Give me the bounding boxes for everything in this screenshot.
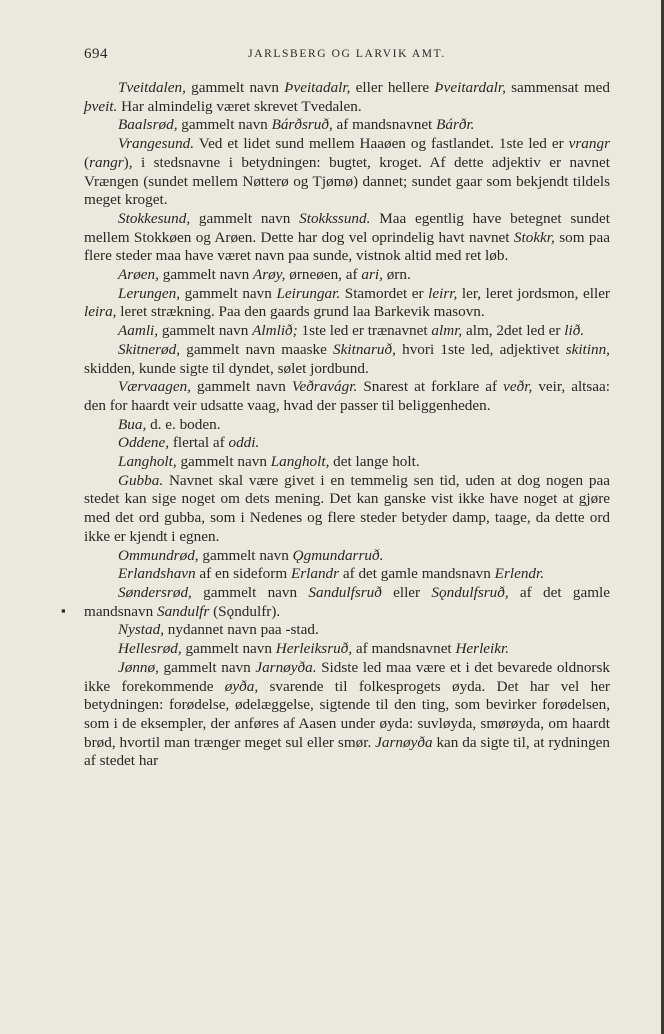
entry-form: Bárðsruð, [271, 116, 333, 134]
entry-paragraph [84, 135, 610, 210]
running-title: JARLSBERG OG LARVIK AMT. [248, 48, 446, 60]
entry-text: gammelt navn [180, 284, 277, 302]
entry-paragraph [84, 434, 610, 453]
entry-headword: Gubba. [118, 471, 164, 489]
entry-text: eller [381, 583, 432, 601]
entry-text: gammelt navn [190, 209, 300, 227]
entry-form: Herleiksruð, [275, 640, 353, 658]
entry-text: flertal af [169, 434, 229, 452]
entry-paragraph [84, 378, 610, 415]
entry-text: (Sǫndulfr). [209, 602, 281, 620]
page-header [84, 46, 610, 66]
entry-text: skidden, kunde sigte til dyndet, sølet jordbund. [84, 359, 369, 377]
entry-form: Sandulfsruð [308, 583, 382, 601]
entry-paragraph [84, 472, 610, 547]
margin-mark: ▪ [61, 603, 66, 618]
entry-form: ari, [361, 266, 383, 284]
entry-headword: Hellesrød, [118, 640, 182, 658]
body-text [84, 79, 610, 771]
entry-text: Har almindelig været skrevet Tvedalen. [117, 97, 362, 115]
entry-headword: Erlandshavn [118, 565, 196, 583]
entry-text: gammelt navn [198, 546, 293, 564]
entry-form: Þveitadalr, [284, 79, 351, 96]
entry-paragraph [84, 565, 610, 584]
entry-text: gammelt navn [177, 116, 272, 134]
entry-form: leirr, [428, 284, 458, 302]
entry-text: gammelt navn [176, 453, 271, 471]
entry-headword: Stokkesund, [118, 209, 191, 227]
entry-form: skitinn, [565, 340, 610, 358]
entry-text: sammensat med [505, 79, 610, 96]
entry-headword: Søndersrød, [118, 583, 192, 601]
entry-form: Jarnøyða. [255, 658, 317, 676]
entry-text: veir, altsaa: den for haardt veir udsatte vaag, hvad der passer til beliggenheden. [84, 378, 611, 414]
entry-headword: Baalsrød, [118, 116, 178, 134]
entry-text: ørn. [382, 266, 411, 284]
entry-form: Langholt, [270, 453, 330, 471]
entry-paragraph [84, 584, 610, 621]
entry-paragraph [84, 116, 610, 135]
entry-form: Bárðr. [436, 116, 475, 134]
entry-text: nydannet navn paa -stad. [164, 621, 319, 639]
entry-text: eller hellere [350, 79, 435, 96]
entry-headword: Lerungen, [118, 284, 181, 302]
entry-headword: Tveitdalen, [118, 79, 186, 96]
entry-text: alm, 2det led er [462, 322, 565, 340]
entry-paragraph [84, 621, 610, 640]
entry-text: det lange holt. [329, 453, 420, 471]
entry-text: Sidste led maa være et i det bevarede oldnorsk ikke forekommende [84, 658, 610, 695]
entry-form: Ǫgmundarruð. [292, 546, 384, 564]
entry-text: ørneøen, af [285, 266, 362, 284]
entry-headword: Værvaagen, [118, 378, 191, 396]
entry-paragraph [84, 341, 610, 378]
entry-form: Erlandr [290, 565, 340, 583]
entry-text: af en sideform [195, 565, 291, 583]
entry-text: af det gamle mandsnavn [84, 583, 610, 620]
entry-text: ler, leret jordsmon, eller [457, 284, 610, 302]
entry-form: øyða, [224, 677, 259, 695]
entry-form: lið. [564, 322, 585, 340]
entry-form: veðr, [503, 378, 533, 396]
entry-text: gammelt navn [158, 658, 256, 676]
entry-text: gammelt navn [190, 378, 292, 396]
entry-form: vrangr [568, 135, 610, 153]
entry-text: gammelt navn [158, 322, 253, 340]
entry-form: Herleikr. [455, 640, 510, 658]
entry-text: d. e. boden. [146, 415, 221, 433]
entry-form: oddi. [228, 434, 260, 452]
entry-text: gammelt navn maaske [180, 340, 334, 358]
entry-text: af mandsnavnet [352, 640, 456, 658]
entry-text: hvori 1ste led, adjektivet [395, 340, 566, 358]
entry-form: Arøy, [252, 266, 286, 284]
entry-text: ), i stedsnavne i betydningen: bugtet, kroget. Af dette adjektiv er navnet Vrængen (sundet mellem Nøtterø og Tjømø) dannet; sundet gaar som bekjendt tildels meget kroget. [84, 153, 610, 209]
entry-paragraph [84, 322, 610, 341]
entry-form: Sǫndulfsruð, [431, 583, 509, 601]
entry-paragraph [84, 547, 610, 566]
entry-paragraph [84, 416, 610, 435]
entry-text: leret strækning. Paa den gaards grund laa Barkevik masovn. [116, 303, 485, 321]
entry-paragraph [84, 266, 610, 285]
entry-form: Erlendr. [494, 565, 545, 583]
entry-text: svarende til folkesprogets øyda. Det har vel her betydningen: forødelse, ødelæggelse, sigtende til den ting, som bevirker forødelsen, som i de eksempler, der anføres af Aasen under øyda: suvløyda, smørøyda, om haardt brød, hvortil man trænger meget sul eller smør. [84, 677, 610, 751]
entry-form: rangr [89, 153, 124, 171]
entry-text: 1ste led er trænavnet [297, 322, 432, 340]
entry-paragraph [84, 79, 610, 116]
entry-headword: Langholt, [118, 453, 177, 471]
entry-headword: Bua, [118, 415, 147, 433]
entry-form: Sandulfr [156, 602, 210, 620]
entry-headword: Aamli, [118, 322, 159, 340]
entry-text: ( [84, 153, 90, 171]
entry-paragraph [84, 210, 610, 266]
entry-form: leira, [84, 303, 117, 321]
entry-headword: Jønnø, [118, 658, 159, 676]
entry-text: gammelt navn [181, 640, 276, 658]
entry-form: Almlið; [252, 322, 298, 340]
entry-headword: Vrangesund. [118, 135, 195, 153]
entry-text: som paa flere steder maa have været navn paa sunde, vistnok altid med ret løb. [84, 228, 610, 265]
entry-headword: Ommundrød, [118, 546, 199, 564]
entry-headword: Oddene, [118, 434, 170, 452]
entry-text: Maa egentlig have betegnet sundet mellem Stokkøen og Arøen. Dette har dog vel oprindelig havt navnet [84, 209, 610, 246]
entry-text: af mandsnavnet [332, 116, 437, 134]
entry-text: Snarest at forklare af [357, 378, 504, 396]
entry-form: Skitnaruð, [333, 340, 396, 358]
entry-form: Stokkssund. [299, 209, 371, 227]
entry-form: Stokkr, [513, 228, 555, 246]
entry-text: gammelt navn [185, 79, 285, 96]
entry-headword: Arøen, [118, 266, 159, 284]
entry-paragraph [84, 453, 610, 472]
entry-text: Stamordet er [340, 284, 429, 302]
entry-form: þveit. [84, 97, 118, 115]
entry-headword: Nystad, [118, 621, 164, 639]
entry-text: Navnet skal være givet i en temmelig sen tid, uden at dog nogen paa stedet kan sige noget om dets mening. Det kan ganske vist ikke have noget at gjøre med det ord gubba, som i Nedenes og flere steder betyder damp, taage, da dette ord ikke er kjendt i egnen. [84, 471, 610, 545]
page-number: 694 [84, 46, 108, 62]
entry-form: Jarnøyða [375, 733, 433, 751]
entry-paragraph [84, 640, 610, 659]
entry-form: Þveitardalr, [434, 79, 506, 96]
entry-text: gammelt navn [158, 266, 253, 284]
entry-form: Veðravágr. [291, 378, 358, 396]
entry-form: almr, [431, 322, 463, 340]
entry-text: Ved et lidet sund mellem Haaøen og fastlandet. 1ste led er [194, 135, 569, 153]
entry-paragraph [84, 659, 610, 771]
entry-text: gammelt navn [191, 583, 309, 601]
entry-text: af det gamle mandsnavn [339, 565, 495, 583]
entry-text: kan da sigte til, at rydningen af stedet har [84, 733, 610, 770]
entry-paragraph [84, 285, 610, 322]
entry-form: Leirungar. [276, 284, 341, 302]
entry-headword: Skitnerød, [118, 340, 181, 358]
